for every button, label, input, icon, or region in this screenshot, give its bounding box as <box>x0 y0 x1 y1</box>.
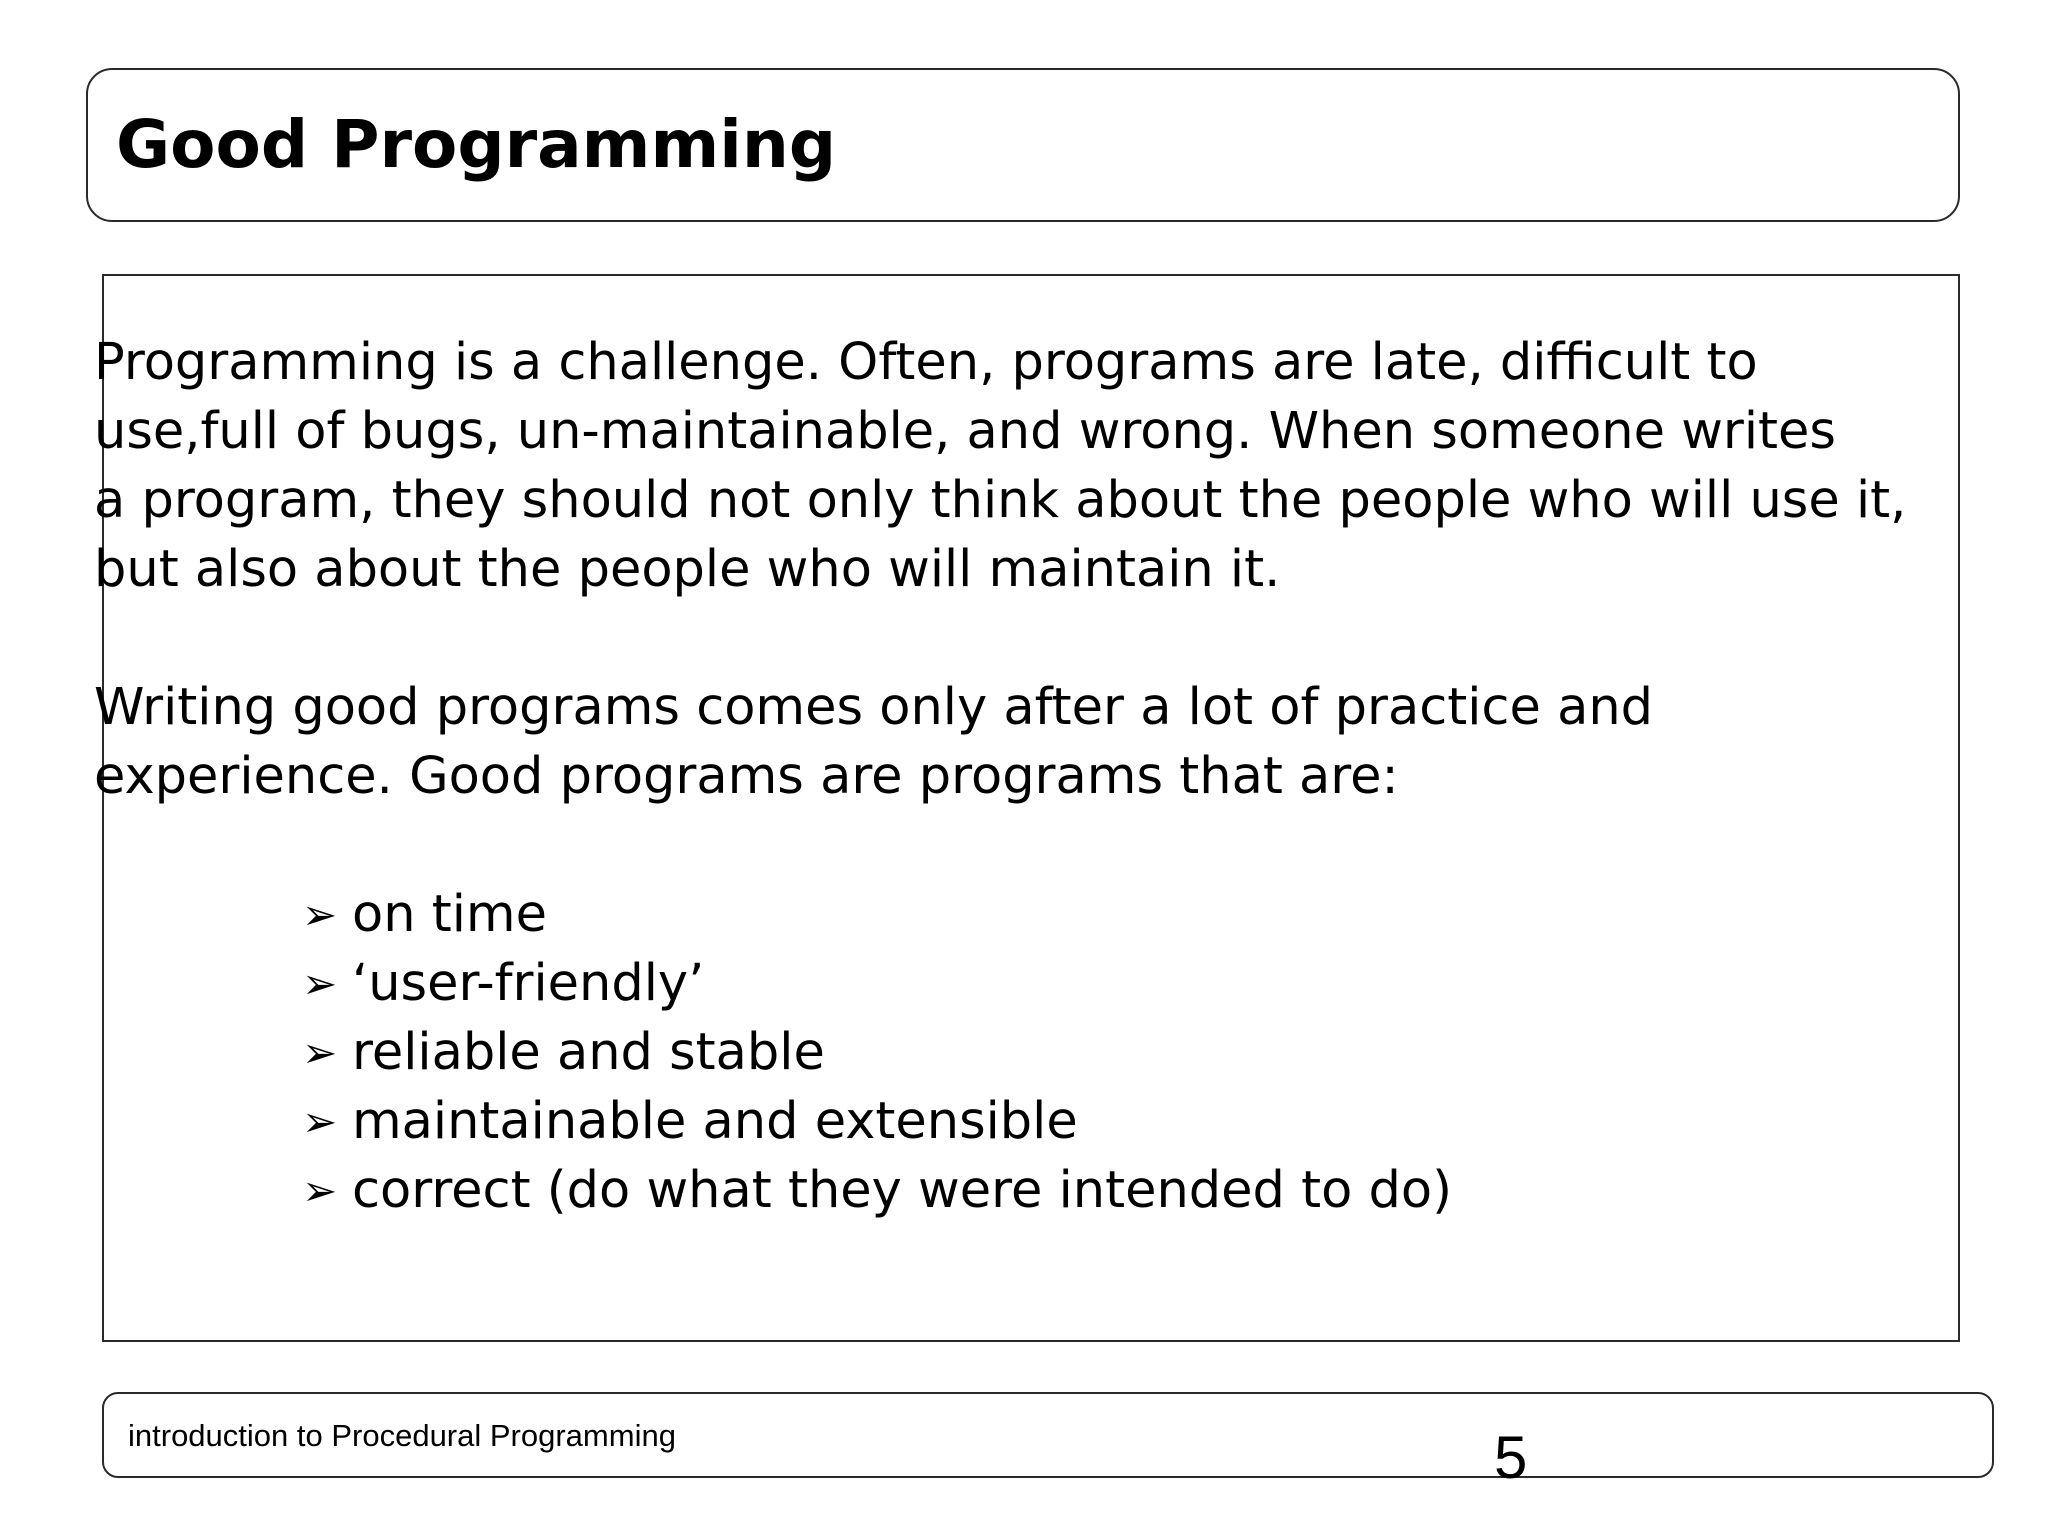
list-item <box>302 1156 1994 1225</box>
text-line: use,full of bugs, un-maintainable, and wrong. When someone writes <box>94 402 1836 461</box>
list-item-text: on time <box>352 885 547 944</box>
list-item <box>302 1018 1994 1087</box>
text-line: but also about the people who will maintain it. <box>94 540 1281 599</box>
qualities-list <box>94 880 1994 1225</box>
arrow-bullet-icon: ➢ <box>302 1165 338 1215</box>
arrow-bullet-icon: ➢ <box>302 958 338 1008</box>
list-item <box>302 949 1994 1018</box>
list-item-text: maintainable and extensible <box>352 1092 1078 1151</box>
arrow-bullet-icon: ➢ <box>302 889 338 939</box>
text-line: Programming is a challenge. Often, programs are late, difficult to <box>94 333 1758 392</box>
arrow-bullet-icon: ➢ <box>302 1027 338 1077</box>
text-line: a program, they should not only think about the people who will use it, <box>94 471 1907 530</box>
slide-content <box>94 328 1994 1225</box>
list-item <box>302 880 1994 949</box>
list-item-text: correct (do what they were intended to do) <box>352 1161 1452 1220</box>
list-item-text: reliable and stable <box>352 1023 825 1082</box>
course-title: introduction to Procedural Programming <box>128 1418 676 1453</box>
list-item <box>302 1087 1994 1156</box>
footer-box <box>102 1392 1994 1478</box>
title-box <box>86 68 1960 222</box>
text-line: experience. Good programs are programs that are: <box>94 747 1399 806</box>
arrow-bullet-icon: ➢ <box>302 1096 338 1146</box>
text-line: Writing good programs comes only after a lot of practice and <box>94 678 1654 737</box>
page-number: 5 <box>1494 1424 1528 1491</box>
slide-title: Good Programming <box>116 106 837 183</box>
list-item-text: ‘user-friendly’ <box>352 954 705 1013</box>
practice-paragraph <box>94 673 1994 811</box>
intro-paragraph <box>94 328 1994 604</box>
